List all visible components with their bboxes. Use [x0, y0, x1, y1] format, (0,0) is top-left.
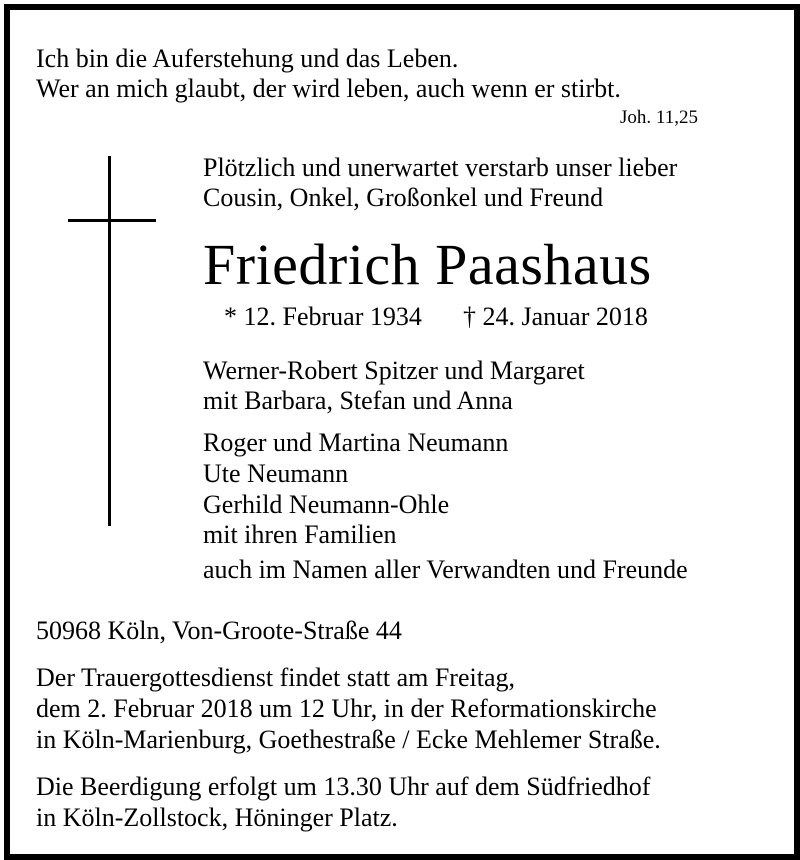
intro-line-2: Cousin, Onkel, Großonkel und Freund [203, 183, 604, 212]
family-address: 50968 Köln, Von-Groote-Straße 44 [36, 616, 402, 645]
mourner-line: Gerhild Neumann-Ohle [203, 490, 450, 519]
burial-line: Die Beerdigung erfolgt um 13.30 Uhr auf dem Südfriedhof [36, 772, 651, 801]
mourner-line: mit Barbara, Stefan und Anna [203, 386, 513, 415]
bible-verse-reference: Joh. 11,25 [620, 107, 698, 128]
death-date: † 24. Januar 2018 [463, 302, 648, 331]
cross-horizontal-bar [68, 219, 156, 222]
service-line: dem 2. Februar 2018 um 12 Uhr, in der Reformationskirche [36, 694, 657, 723]
birth-date: * 12. Februar 1934 [224, 302, 422, 331]
cross-vertical-bar [108, 156, 111, 526]
mourners-closing: auch im Namen aller Verwandten und Freunde [203, 555, 688, 584]
service-line: Der Trauergottesdienst findet statt am Freitag, [36, 663, 515, 692]
bible-verse-line-1: Ich bin die Auferstehung und das Leben. [36, 44, 459, 73]
mourner-line: Ute Neumann [203, 459, 349, 488]
mourner-line: Roger und Martina Neumann [203, 428, 509, 457]
intro-line-1: Plötzlich und unerwartet verstarb unser lieber [203, 153, 678, 182]
bible-verse-line-2: Wer an mich glaubt, der wird leben, auch wenn er stirbt. [36, 74, 621, 103]
obituary-notice [4, 4, 800, 860]
mourner-line: mit ihren Familien [203, 520, 397, 549]
service-line: in Köln-Marienburg, Goethestraße / Ecke Mehlemer Straße. [36, 725, 661, 754]
deceased-name: Friedrich Paashaus [203, 232, 652, 297]
burial-line: in Köln-Zollstock, Höninger Platz. [36, 803, 398, 832]
mourner-line: Werner-Robert Spitzer und Margaret [203, 356, 585, 385]
